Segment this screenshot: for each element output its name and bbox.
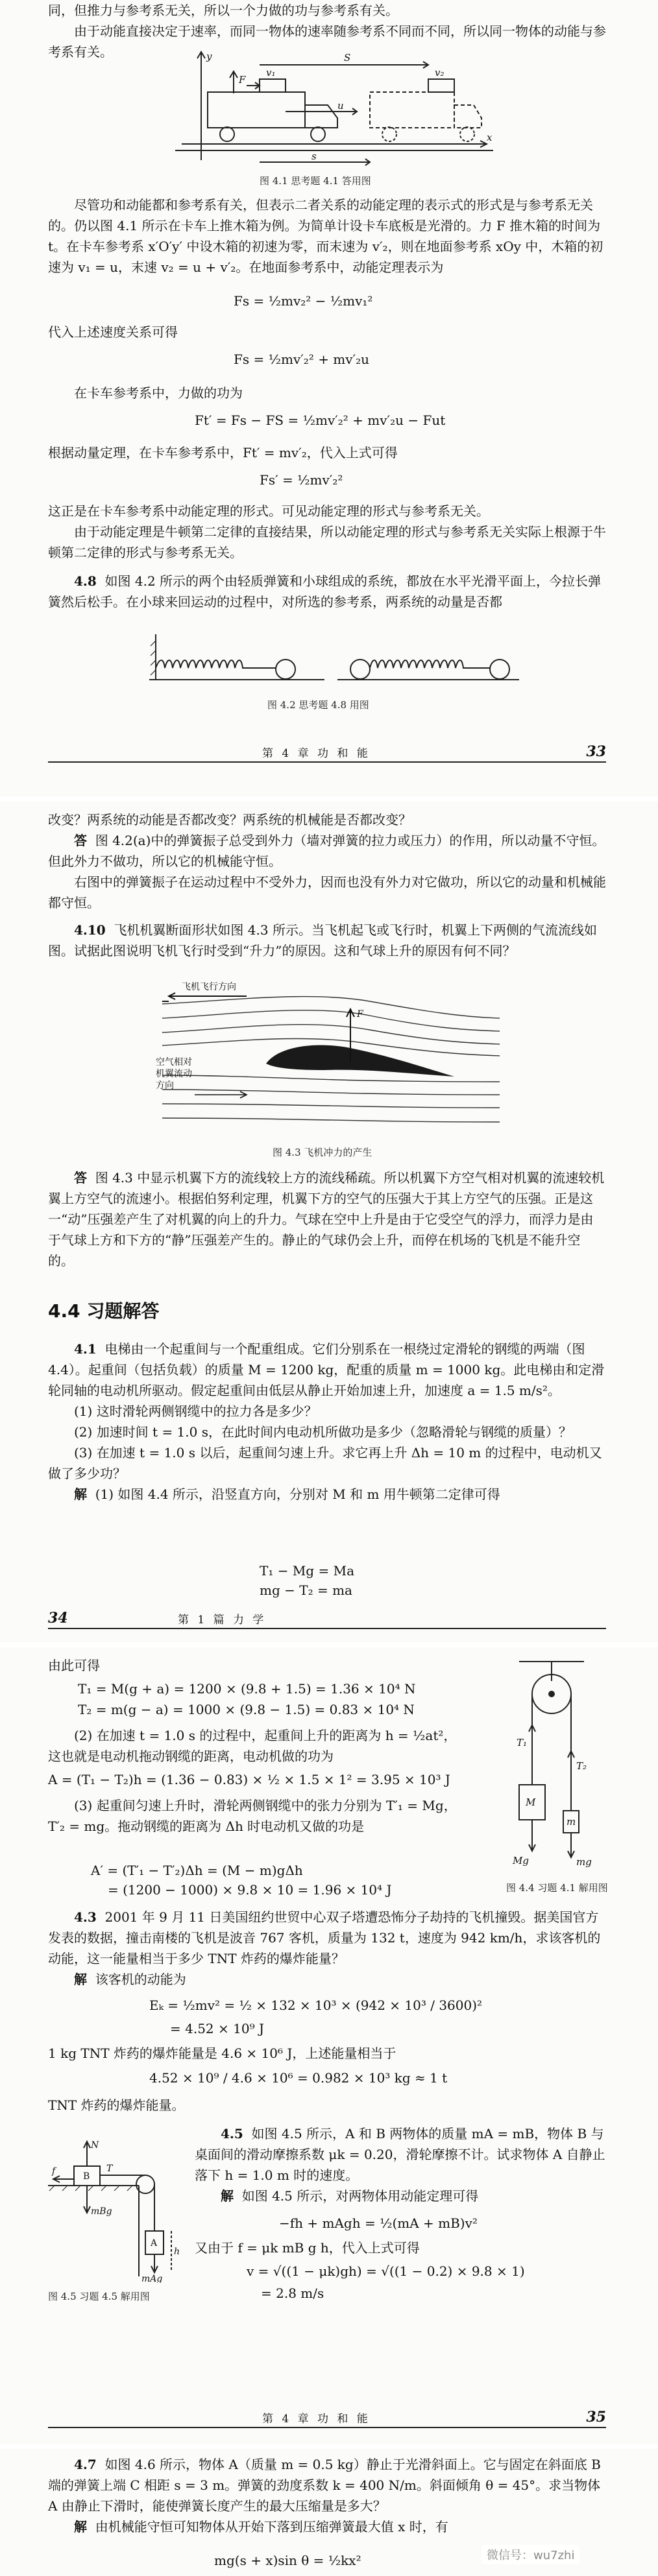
figure-4-4: [493, 1655, 610, 1876]
solution-text: (1) 如图 4.4 所示，沿竖直方向，分别对 M 和 m 用牛顿第二定律可得: [95, 1486, 500, 1502]
problem-text: 如图 4.5 所示，A 和 B 两物体的质量 mA = mB，物体 B 与桌面间的滑动摩擦系数 μk = 0.20，滑轮摩擦不计。试求物体 A 自静止落下 h = 1.0 m 时的速度。: [195, 2126, 605, 2183]
figure-4-5-caption: 图 4.5 习题 4.5 解用图: [48, 2291, 150, 2302]
solution-part-3: [48, 1795, 463, 1837]
label-v1: v₁: [266, 67, 276, 78]
solution-part-2: [48, 1725, 463, 1767]
solution-text: 由机械能守恒可知物体从开始下落到压缩弹簧最大值 x 时，有: [95, 2519, 448, 2534]
line-truck: [48, 383, 606, 403]
equation-47: mg(s + x)sin θ = ½kx²: [214, 2553, 361, 2568]
label-air-flow: 空气相对: [156, 1057, 192, 1067]
solution-label: 解: [74, 1972, 87, 1987]
answer-text: 图 4.2(a)中的弹簧振子总受到外力（墙对弹簧的拉力或压力）的作用，所以动量不守恒。但此外力不做功，所以它的机械能守恒。: [48, 833, 605, 869]
answer-text: 右图中的弹簧振子在运动过程中不受外力，因而也没有外力对它做功，所以它的动量和机械能都守恒。: [48, 874, 606, 911]
header-rule: [48, 761, 606, 763]
question-4-10: [48, 920, 606, 961]
label-T: T: [106, 2164, 113, 2174]
text-para: (3) 起重间匀速上升时，滑轮两侧钢缆中的张力分别为 T′₁ = Mg，T′₂ = mg。拖动钢缆的距离为 Δh 时电动机又做的功是: [48, 1798, 457, 1834]
equation-45b: v = √((1 − μk)gh) = √((1 − 0.2) × 9.8 × 1): [247, 2263, 525, 2279]
page-number: 33: [586, 743, 606, 760]
text-line: 在卡车参考系中，力做的功为: [74, 385, 243, 401]
equation-Ek: Eₖ = ½mv² = ½ × 132 × 10³ × (942 × 10³ / 3600)²: [149, 1998, 483, 2013]
equation-45c: = 2.8 m/s: [261, 2285, 324, 2301]
equation-t1: T₁ = M(g + a) = 1200 × (9.8 + 1.5) = 1.36 × 10⁴ N: [78, 1681, 416, 1697]
label-f: f: [52, 2166, 56, 2176]
figure-4-4-caption: 图 4.4 习题 4.1 解用图: [506, 1882, 608, 1894]
solution-text: 该客机的动能为: [95, 1972, 186, 1987]
page-header: [48, 2405, 606, 2428]
figure-4-2-caption: 图 4.2 思考题 4.8 用图: [267, 699, 369, 711]
equation-45a: −fh + mAgh = ½(mA + mB)v²: [279, 2215, 478, 2231]
label-air-flow: 方向: [156, 1080, 174, 1091]
text-line: 代入上述速度关系可得: [48, 324, 178, 340]
text-para: 尽管功和动能都和参考系有关，但表示二者关系的动能定理的表示式的形式是与参考系无关的。仍以图 4.1 所示在卡车上推木箱为例。为简单计设卡车底板是光滑的。力 F 推木箱的时间为 t。在卡车参考系 x′O′y′ 中设木箱的初速为零，而末速为 v′₂，则在地面参考系 xOy 中，木箱的初速为 v₁ = u，末速 v₂ = u + v′₂。在地面参考系中，动能定理表示为: [48, 197, 603, 275]
line-momentum: [48, 442, 606, 463]
label-M: M: [526, 1796, 536, 1808]
question-text: 如图 4.2 所示的两个由轻质弹簧和小球组成的系统，都放在水平光滑平面上，今拉长弹簧然后松手。在小球来回运动的过程中，对所选的参考系，两系统的动量是否都: [48, 573, 602, 610]
answer-text: 图 4.3 中显示机翼下方的流线较上方的流线稀疏。所以机翼下方空气相对机翼的流速较机翼上方空气的流速小。根据伯努利定理，机翼下方的空气的压强大于其上方空气的压强。正是这一“动”压强差产生了对机翼的向上的升力。气球在空中上升是由于它受空气的浮力，而浮力是由于气球上方和下方的“静”压强差产生的。静止的气球仍会上升，而停在机场的飞机是不能升空的。: [48, 1170, 605, 1269]
label-s: s: [311, 150, 317, 162]
label-flight-direction: 飞机飞行方向: [182, 982, 236, 992]
problem-number: 4.5: [221, 2126, 243, 2141]
text-para: 由于动能定理是牛顿第二定律的直接结果，所以动能定理的形式与参考系无关实际上根源于牛顿第二定律的形式与参考系无关。: [48, 524, 606, 560]
chapter-title: 第 4 章 功 和 能: [262, 747, 371, 760]
label-B: B: [83, 2171, 90, 2182]
page-header: [48, 739, 606, 763]
text-line: 1 kg TNT 炸药的爆炸能量是 4.6 × 10⁶ J，上述能量相当于: [48, 2045, 396, 2061]
text-line: 这正是在卡车参考系中动能定理的形式。可见动能定理的形式与参考系无关。: [48, 503, 489, 519]
answer-label: 答: [74, 833, 87, 848]
equation-4: Fs′ = ½mv′₂²: [260, 472, 343, 488]
page-number: 34: [48, 1610, 68, 1627]
solution-label: 解: [74, 2519, 87, 2534]
equation-a: T₁ − Mg = Ma: [260, 1563, 354, 1579]
problem-number: 4.1: [74, 1341, 97, 1357]
solution-continued: [48, 1655, 463, 1676]
text-line: TNT 炸药的爆炸能量。: [48, 2097, 185, 2113]
label-T1: T₁: [517, 1737, 528, 1748]
label-mg: mg: [576, 1856, 592, 1868]
para-a: [48, 195, 606, 278]
problem-4-1: [48, 1339, 606, 1505]
page-number: 35: [586, 2409, 606, 2426]
label-F: F: [239, 74, 246, 86]
text-line: (2) 在加速 t = 1.0 s 的过程中，起重间上升的距离为 h = ½at²，: [74, 1728, 457, 1743]
label-u: u: [337, 100, 344, 112]
text-line: 这也就是电动机拖动钢缆的距离，电动机做的功为: [48, 1748, 334, 1764]
figure-4-2: [143, 621, 526, 693]
page-gap: [0, 796, 658, 802]
page-gap: [0, 1642, 658, 1647]
equation-A-prime: A′ = (T′₁ − T′₂)Δh = (M − m)gΔh: [91, 1863, 303, 1878]
figure-4-3: [156, 978, 506, 1140]
part-title: 第 1 篇 力 学: [178, 1614, 267, 1627]
label-T2: T₂: [576, 1760, 587, 1772]
label-v2: v₂: [435, 67, 445, 78]
label-mBg: mBg: [91, 2206, 112, 2217]
solution-label: 解: [74, 1486, 87, 1502]
label-Mg: Mg: [513, 1855, 529, 1866]
equation-tnt: 4.52 × 10⁹ / 4.6 × 10⁶ = 0.982 × 10³ kg ≈ 1 t: [149, 2070, 448, 2086]
problem-number: 4.7: [74, 2457, 97, 2472]
equation-A: A = (T₁ − T₂)h = (1.36 − 0.83) × ½ × 1.5 × 1² = 3.95 × 10³ J: [48, 1772, 450, 1787]
equation-t2: T₂ = m(g − a) = 1000 × (9.8 − 1.5) = 0.83 × 10⁴ N: [78, 1702, 415, 1717]
label-h: h: [174, 2247, 180, 2257]
label-lift-force: F: [357, 1009, 363, 1020]
label-N: N: [91, 2140, 99, 2151]
solution-4-5b: [195, 2237, 606, 2258]
solution-text: 如图 4.5 所示，对两物体用动能定理可得: [241, 2188, 479, 2204]
problem-text: 2001 年 9 月 11 日美国纽约世贸中心双子塔遭恐怖分子劫持的飞机撞毁。据美国官方发表的数据，撞击南楼的飞机是波音 767 客机，质量为 132 t，速度为 942 km/h，求该客机的动能，这一能量相当于多少 TNT 炸药的爆炸能量？: [48, 1909, 601, 1966]
solution-label: 解: [221, 2188, 234, 2204]
label-air-flow: 机翼流动: [156, 1069, 192, 1079]
figure-4-3-caption: 图 4.3 飞机冲力的产生: [273, 1147, 372, 1158]
question-4-8: [48, 571, 606, 612]
equation-1: Fs = ½mv₂² − ½mv₁²: [234, 293, 373, 309]
label-x: x: [487, 132, 493, 143]
answer-label: 答: [74, 1170, 87, 1186]
figure-4-5: [48, 2134, 184, 2283]
label-S: S: [344, 52, 351, 64]
text-line: 改变？两系统的动能是否都改变？两系统的机械能是否都改变？: [48, 812, 411, 828]
equation-A-prime-2: = (1200 − 1000) × 9.8 × 10 = 1.96 × 10⁴ J: [108, 1882, 392, 1898]
page-header: [48, 1606, 606, 1629]
text-line: 根据动量定理，在卡车参考系中，Ft′ = mv′₂，代入上式可得: [48, 445, 398, 460]
text-line: 由此可得: [48, 1658, 100, 1673]
equation-Ek-2: = 4.52 × 10⁹ J: [170, 2021, 264, 2036]
label-y: y: [206, 51, 212, 62]
figure-4-1-caption: 图 4.1 思考题 4.1 答用图: [260, 175, 371, 187]
figure-4-1: [162, 47, 500, 170]
problem-text: 如图 4.6 所示，物体 A（质量 m = 0.5 kg）静止于光滑斜面上。它与固定在斜面底 B 端的弹簧上端 C 相距 s = 3 m。弹簧的劲度系数 k = 400 N/m。斜面倾角 θ = 45°。求当物体 A 由静止下滑时，能使弹簧长度产生的最大压缩量是多大？: [48, 2457, 601, 2514]
line-sub: [48, 322, 606, 342]
chapter-title: 第 4 章 功 和 能: [262, 2413, 371, 2426]
answer-4-10: [48, 1167, 606, 1271]
equation-2: Fs = ½mv′₂² + mv′₂u: [234, 352, 370, 367]
wechat-watermark: 微信号：wu7zhi: [481, 2545, 579, 2564]
page-gap: [0, 2444, 658, 2449]
header-rule: [48, 1628, 606, 1629]
question-number: 4.8: [74, 573, 97, 589]
question-text: 飞机机翼断面形状如图 4.3 所示。当飞机起飞或飞行时，机翼上下两侧的气流流线如图。试据此图说明飞机飞行时受到“升力”的原因。这和气球上升的原因有何不同？: [48, 922, 597, 959]
problem-4-3: [48, 1907, 606, 1990]
label-mAg: mAg: [141, 2274, 163, 2283]
tnt-text: [48, 2043, 606, 2064]
problem-4-5: [195, 2123, 606, 2206]
problem-part: (1) 这时滑轮两侧钢缆中的拉力各是多少？: [74, 1403, 317, 1419]
problem-part: (3) 在加速 t = 1.0 s 以后，起重间匀速上升。求它再上升 Δh = 10 m 的过程中，电动机又做了多少功？: [48, 1445, 602, 1481]
problem-part: (2) 加速时间 t = 1.0 s，在此时间内电动机所做功是多少（忽略滑轮与钢缆的质量）？: [74, 1424, 572, 1440]
question-number: 4.10: [74, 922, 106, 938]
para-b: [48, 501, 606, 563]
problem-text: 电梯由一个起重间与一个配重组成。它们分别系在一根绕过定滑轮的钢缆的两端（图 4.4）。起重间（包括负载）的质量 M = 1200 kg，配重的质量 m = 1000 kg。此电梯由和定滑轮同轴的电动机所驱动。假定起重间由低层从静止开始加速上升，加速度 a = 1.5 m/s²。: [48, 1341, 605, 1398]
text-line: 由于动能直接决定于速率，而同一物体的速率随参考系不同而不同，所以同一物体的动能与参考系有关。: [48, 23, 606, 60]
text-line: 同，但推力与参考系无关，所以一个力做的功与参考系有关。: [48, 3, 398, 18]
equation-3: Ft′ = Fs − FS = ½mv′₂² + mv′₂u − Fut: [195, 412, 446, 428]
label-m: m: [567, 1816, 576, 1828]
q48-continued: [48, 809, 606, 913]
equation-b: mg − T₂ = ma: [260, 1582, 352, 1598]
header-rule: [48, 2427, 606, 2428]
tnt-text-2: [48, 2095, 606, 2116]
section-heading: 4.4 习题解答: [48, 1300, 160, 1322]
problem-4-7: [48, 2454, 606, 2537]
label-A: A: [151, 2238, 158, 2248]
problem-number: 4.3: [74, 1909, 97, 1925]
text-line: 又由于 f = μk mB g h，代入上式可得: [195, 2240, 420, 2256]
